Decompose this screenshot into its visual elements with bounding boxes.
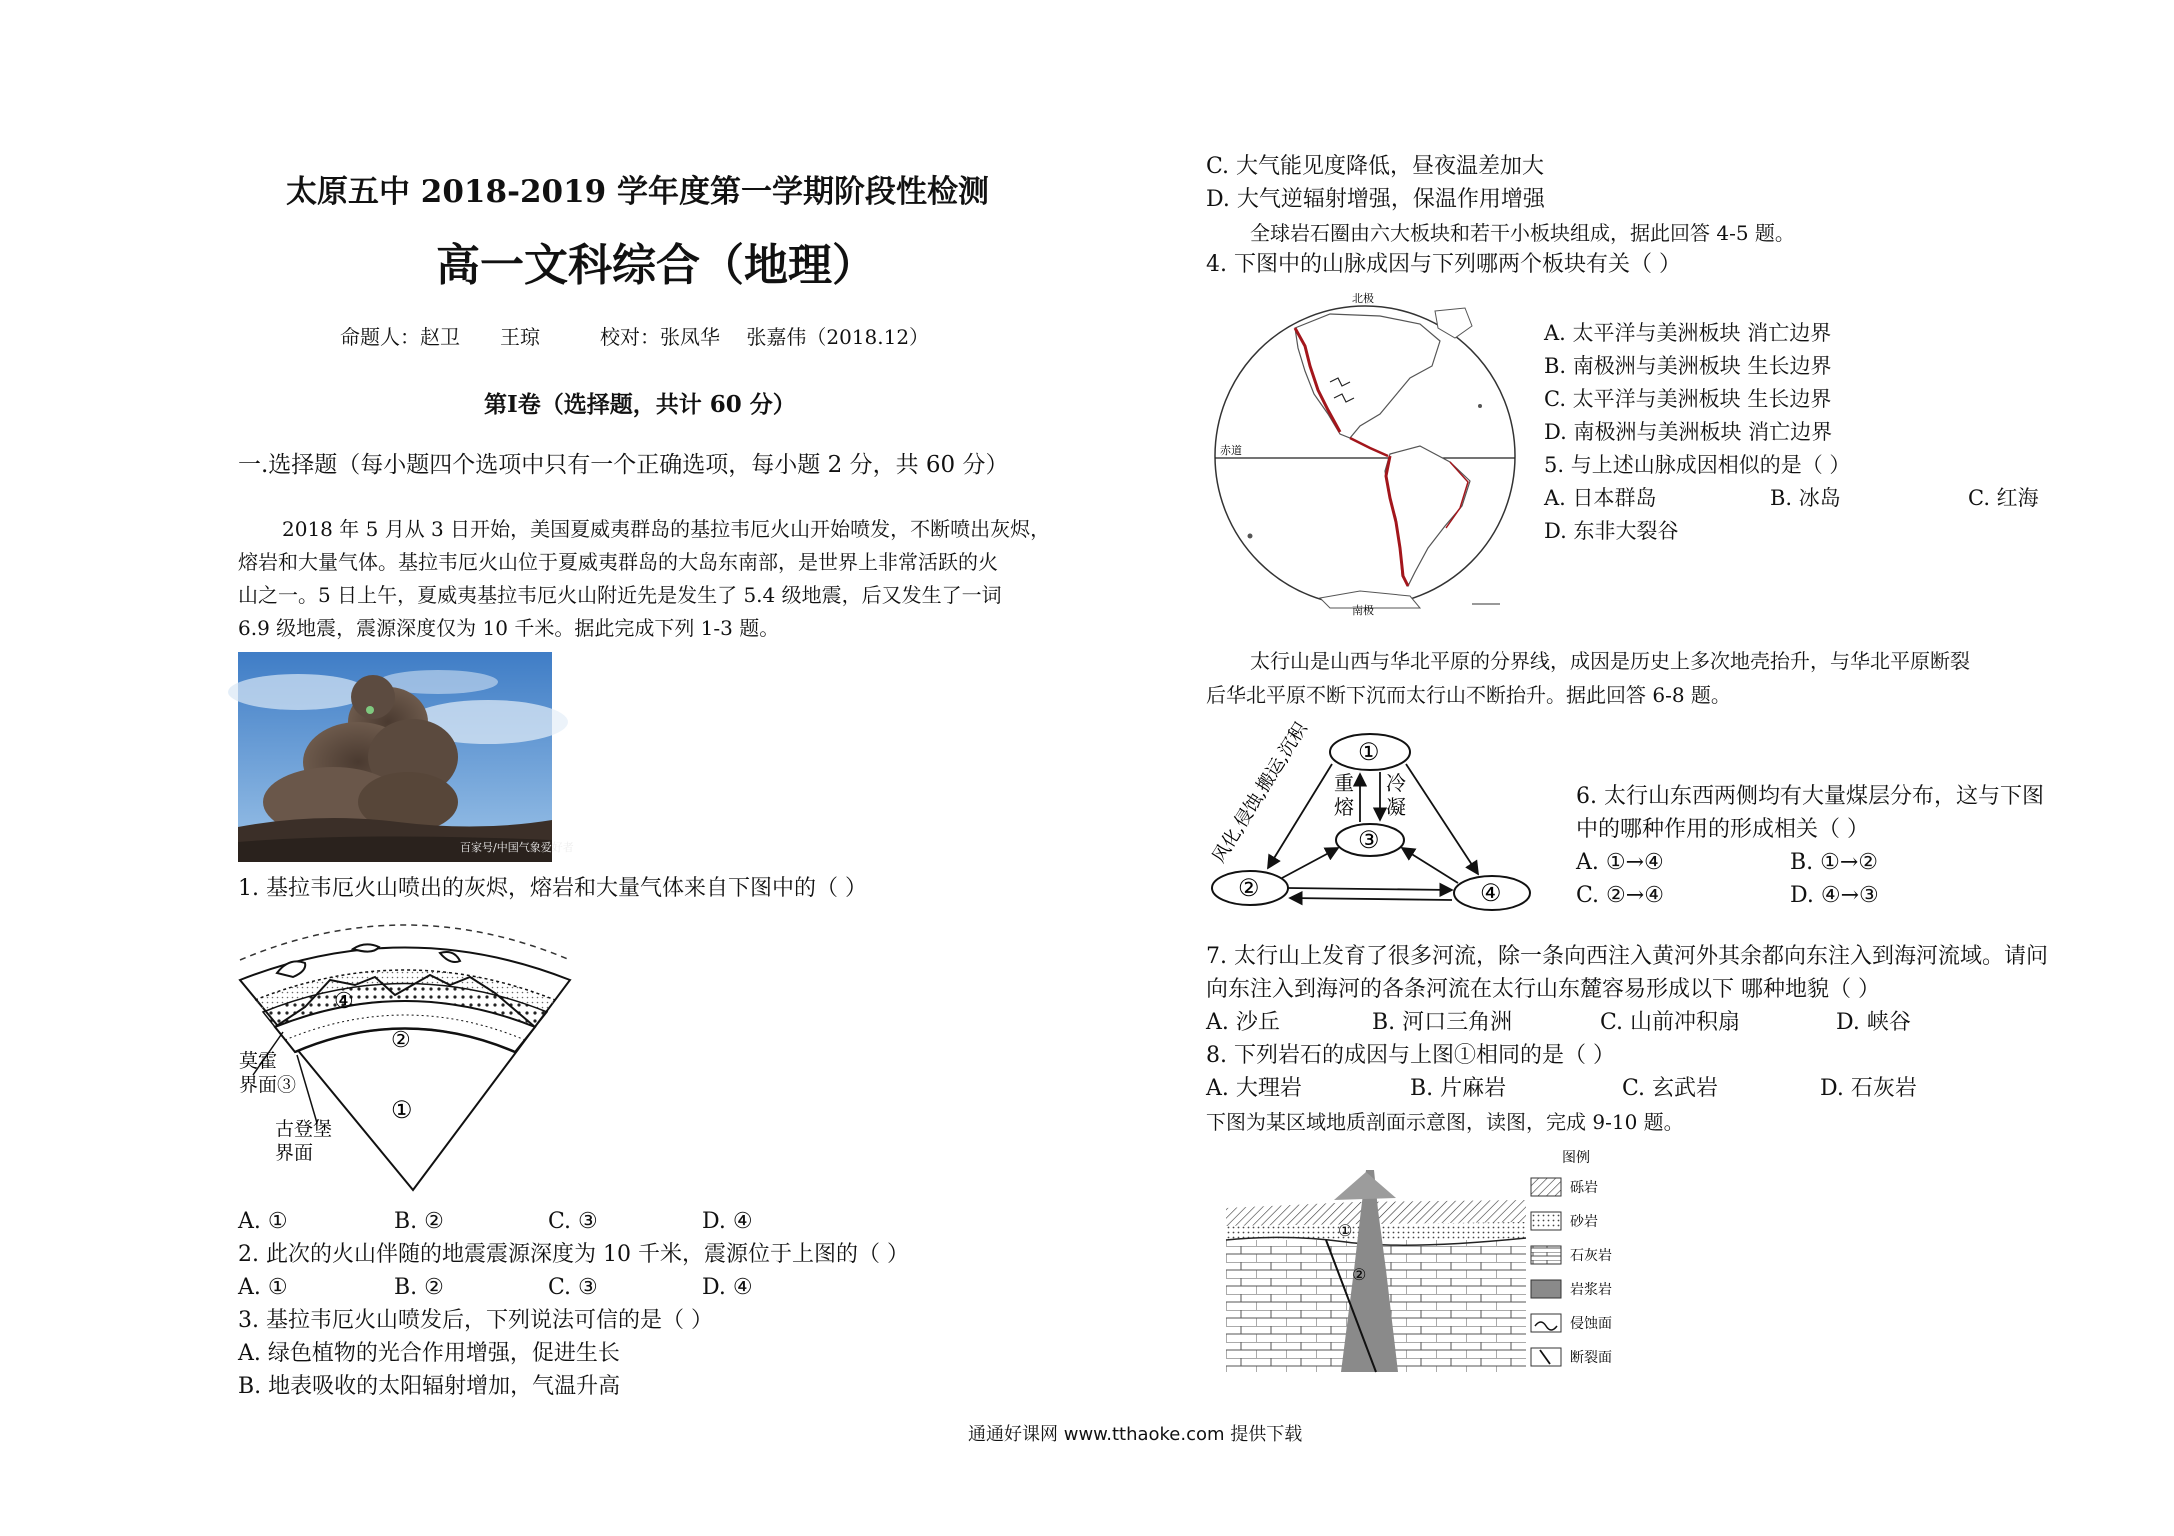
photo-caption: 百家号/中国气象爱好者	[460, 841, 574, 854]
passage1-line1: 2018 年 5 月从 3 日开始，美国夏威夷群岛的基拉韦厄火山开始喷发，不断喷出灰烬，	[282, 517, 1051, 541]
q7-stem-1: 7. 太行山上发育了很多河流，除一条向西注入黄河外其余都向东注入到海河流域。请问	[1206, 944, 2048, 969]
q2-option-c: C. ③	[548, 1275, 598, 1300]
gutenberg-label-1: 古登堡	[275, 1118, 333, 1140]
volcano-photo	[238, 652, 574, 862]
q6-stem-1: 6. 太行山东西两侧均有大量煤层分布，这与下图	[1576, 784, 2044, 809]
q6-option-d: D. ④→③	[1790, 883, 1879, 908]
q1-stem: 1. 基拉韦厄火山喷出的灰烬，熔岩和大量气体来自下图中的（ ）	[238, 876, 867, 901]
q1-option-a: A. ①	[238, 1209, 288, 1234]
q2-stem: 2. 此次的火山伴随的地震震源深度为 10 千米，震源位于上图的（ ）	[238, 1242, 909, 1267]
earth-label-4: ④	[334, 989, 354, 1014]
q3-stem: 3. 基拉韦厄火山喷发后，下列说法可信的是（ ）	[238, 1308, 713, 1333]
q5-option-b: B. 冰岛	[1770, 486, 1841, 510]
geologic-legend	[1526, 1148, 1646, 1378]
q7-stem-2: 向东注入到海河的各条河流在太行山东麓容易形成以下 哪种地貌（ ）	[1206, 977, 1880, 1002]
geologic-section-diagram	[1226, 1150, 1526, 1372]
q1-option-c: C. ③	[548, 1209, 598, 1234]
q5-stem: 5. 与上述山脉成因相似的是（ ）	[1544, 453, 1851, 477]
q5-option-c: C. 红海	[1968, 486, 2039, 510]
q7-option-d: D. 峡谷	[1836, 1010, 1911, 1035]
earth-interior-diagram	[235, 905, 575, 1210]
legend-item-magmatic: 岩浆岩	[1570, 1282, 1612, 1298]
q3-option-b: B. 地表吸收的太阳辐射增加，气温升高	[238, 1374, 621, 1399]
section-label-1: ①	[1338, 1221, 1353, 1240]
rock-left-label: 风化,侵蚀,搬运,沉积	[1208, 718, 1312, 867]
q5-option-a: A. 日本群岛	[1544, 486, 1657, 510]
earth-label-1: ①	[391, 1096, 413, 1124]
q8-option-c: C. 玄武岩	[1622, 1076, 1719, 1101]
q4-option-b: B. 南极洲与美洲板块 生长边界	[1544, 354, 1832, 378]
passage1-line3: 山之一。5 日上午，夏威夷基拉韦厄火山附近先是发生了 5.4 级地震，后又发生了一词	[238, 583, 1002, 607]
q8-option-d: D. 石灰岩	[1820, 1076, 1917, 1101]
rock-cycle-diagram	[1206, 718, 1546, 918]
passage3-line2: 后华北平原不断下沉而太行山不断抬升。据此回答 6-8 题。	[1206, 683, 1731, 707]
rock-cool-1: 冷	[1386, 771, 1406, 795]
rock-node-4: ④	[1480, 879, 1502, 907]
legend-item-erosion: 侵蚀面	[1570, 1316, 1612, 1332]
rock-node-1: ①	[1358, 738, 1380, 766]
section-instruction: 一.选择题（每小题四个选项中只有一个正确选项，每小题 2 分，共 60 分）	[238, 452, 1009, 478]
passage1-line4: 6.9 级地震，震源深度仅为 10 千米。据此完成下列 1-3 题。	[238, 616, 780, 640]
q2-option-a: A. ①	[238, 1275, 288, 1300]
q7-option-c: C. 山前冲积扇	[1600, 1010, 1741, 1035]
q7-option-b: B. 河口三角洲	[1372, 1010, 1513, 1035]
q6-option-c: C. ②→④	[1576, 883, 1664, 908]
q8-stem: 8. 下列岩石的成因与上图①相同的是（ ）	[1206, 1043, 1615, 1068]
q2-option-d: D. ④	[702, 1275, 753, 1300]
map-south-label: 南极	[1352, 604, 1374, 617]
q4-option-a: A. 太平洋与美洲板块 消亡边界	[1544, 321, 1832, 345]
map-north-label: 北极	[1352, 292, 1374, 305]
q4-option-d: D. 南极洲与美洲板块 消亡边界	[1544, 420, 1833, 444]
rock-cool-2: 凝	[1386, 795, 1406, 819]
americas-map	[1210, 286, 1520, 616]
q5-option-d: D. 东非大裂谷	[1544, 519, 1679, 543]
legend-item-limestone: 石灰岩	[1570, 1248, 1612, 1264]
q1-option-d: D. ④	[702, 1209, 753, 1234]
passage2: 全球岩石圈由六大板块和若干小板块组成，据此回答 4-5 题。	[1250, 221, 1795, 245]
q8-option-b: B. 片麻岩	[1410, 1076, 1507, 1101]
q3-option-d: D. 大气逆辐射增强，保温作用增强	[1206, 187, 1545, 212]
moho-label-2: 界面③	[239, 1074, 297, 1096]
legend-item-sandstone: 砂岩	[1570, 1214, 1598, 1230]
volume-heading: 第Ⅰ卷（选择题，共计 60 分）	[484, 391, 796, 418]
q7-option-a: A. 沙丘	[1206, 1010, 1280, 1035]
rock-melt-2: 熔	[1334, 795, 1354, 819]
q4-option-c: C. 太平洋与美洲板块 生长边界	[1544, 387, 1832, 411]
rock-node-2: ②	[1238, 874, 1260, 902]
q2-option-b: B. ②	[394, 1275, 444, 1300]
q1-option-b: B. ②	[394, 1209, 444, 1234]
legend-item-conglomerate: 砾岩	[1570, 1180, 1598, 1196]
q8-option-a: A. 大理岩	[1206, 1076, 1302, 1101]
earth-label-2: ②	[391, 1028, 411, 1053]
passage4: 下图为某区域地质剖面示意图，读图，完成 9-10 题。	[1206, 1110, 1684, 1134]
map-equator-label: 赤道	[1220, 444, 1242, 457]
section-label-2: ②	[1352, 1265, 1367, 1284]
gutenberg-label-2: 界面	[275, 1142, 314, 1164]
q3-option-a: A. 绿色植物的光合作用增强，促进生长	[238, 1341, 620, 1366]
passage1-line2: 熔岩和大量气体。基拉韦厄火山位于夏威夷群岛的大岛东南部，是世界上非常活跃的火	[238, 550, 998, 574]
subject-title: 高一文科综合（地理）	[436, 240, 876, 291]
legend-title: 图例	[1562, 1150, 1590, 1166]
rock-node-3: ③	[1358, 826, 1380, 854]
exam-title: 太原五中 2018-2019 学年度第一学期阶段性检测	[286, 174, 990, 210]
q6-option-a: A. ①→④	[1576, 850, 1664, 875]
q3-option-c: C. 大气能见度降低，昼夜温差加大	[1206, 154, 1545, 179]
rock-melt-1: 重	[1334, 771, 1354, 795]
authors-line: 命题人：赵卫 王琼 校对：张凤华 张嘉伟（2018.12）	[340, 325, 930, 349]
q6-stem-2: 中的哪种作用的形成相关（ ）	[1576, 817, 1869, 842]
legend-item-fault: 断裂面	[1570, 1350, 1612, 1366]
q4-stem: 4. 下图中的山脉成因与下列哪两个板块有关（ ）	[1206, 252, 1681, 277]
footer-text: 通通好课网 www.tthaoke.com 提供下载	[968, 1424, 1303, 1445]
q6-option-b: B. ①→②	[1790, 850, 1879, 875]
passage3-line1: 太行山是山西与华北平原的分界线，成因是历史上多次地壳抬升，与华北平原断裂	[1250, 649, 1970, 673]
moho-label-1: 莫霍	[239, 1050, 278, 1072]
